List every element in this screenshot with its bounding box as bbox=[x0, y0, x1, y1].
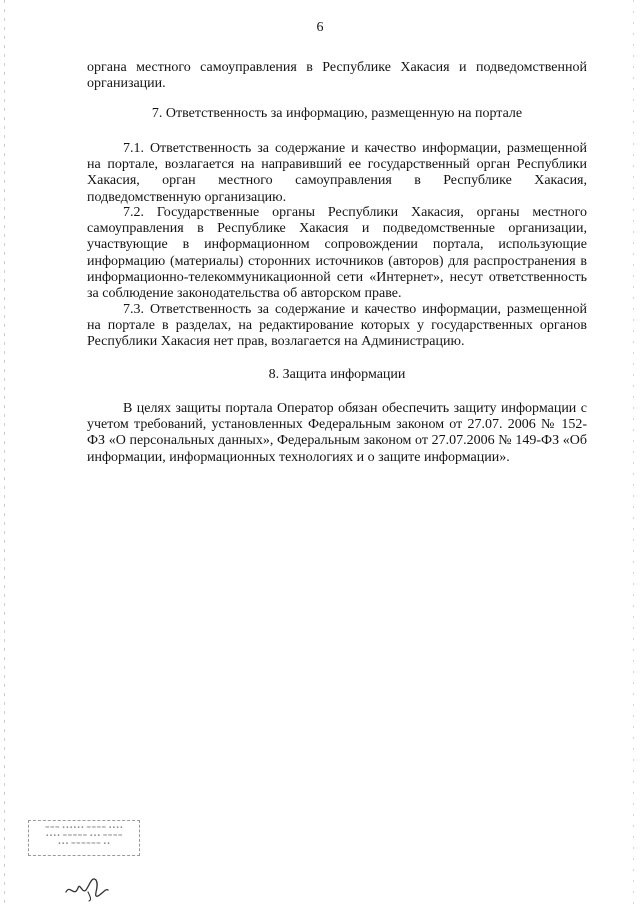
paragraph-text: В целях защиты портала Оператор обязан обеспечить защиту информации с учетом требований, установленных Федеральным законом от 27.07. 2006 № 152-ФЗ «О персональных данных», Федеральным законом от 27.07.2006 № 149-ФЗ «Об информации, информационных технологиях и о защите информации». bbox=[87, 401, 587, 465]
scan-edge-right bbox=[633, 0, 634, 905]
faded-stamp: ≈≈≈ ∙∙∙∙∙∙ ≈≈≈≈ ∙∙∙∙ ∙∙∙∙ ≈≈≈≈≈ ∙∙∙ ≈≈≈≈ ∙∙∙ ≈≈≈≈≈≈ ∙∙ bbox=[28, 820, 140, 856]
continuation-paragraph bbox=[87, 60, 587, 92]
paragraph-text: 7.2. Государственные органы Республики Хакасия, органы местного самоуправления в Республике Хакасия и подведомственные организации, участвующие в информационном сопровождении портала, использующие информацию (материалы) сторонних источников (авторов) для распространения в информационно-телекоммуникационной сети «Интернет», несут ответственность за соблюдение законодательства об авторском праве. bbox=[87, 205, 587, 302]
paragraph-7-3 bbox=[87, 302, 587, 351]
page-number: 6 bbox=[316, 20, 324, 35]
scan-edge-left bbox=[4, 0, 5, 905]
section-7-heading: 7. Ответственность за информацию, размещенную на портале bbox=[151, 106, 523, 121]
paragraph-8 bbox=[87, 401, 587, 466]
handwritten-signature bbox=[62, 870, 112, 902]
section-8-heading: 8. Защита информации bbox=[268, 367, 406, 382]
paragraph-text: 7.3. Ответственность за содержание и качество информации, размещенной на портале в разделах, на редактирование которых у государственных органов Республики Хакасия нет прав, возлагается на Администрацию. bbox=[87, 302, 587, 350]
paragraph-text: 7.1. Ответственность за содержание и качество информации, размещенной на портале, возлагается на направивший ее государственный орган Республики Хакасия, орган местного самоуправления в Республике Хакасия, подведомственную организацию. bbox=[87, 141, 587, 205]
paragraph-7-2 bbox=[87, 205, 587, 302]
paragraph-text: органа местного самоуправления в Республике Хакасия и подведомственной организации. bbox=[87, 60, 587, 92]
paragraph-7-1 bbox=[87, 141, 587, 206]
